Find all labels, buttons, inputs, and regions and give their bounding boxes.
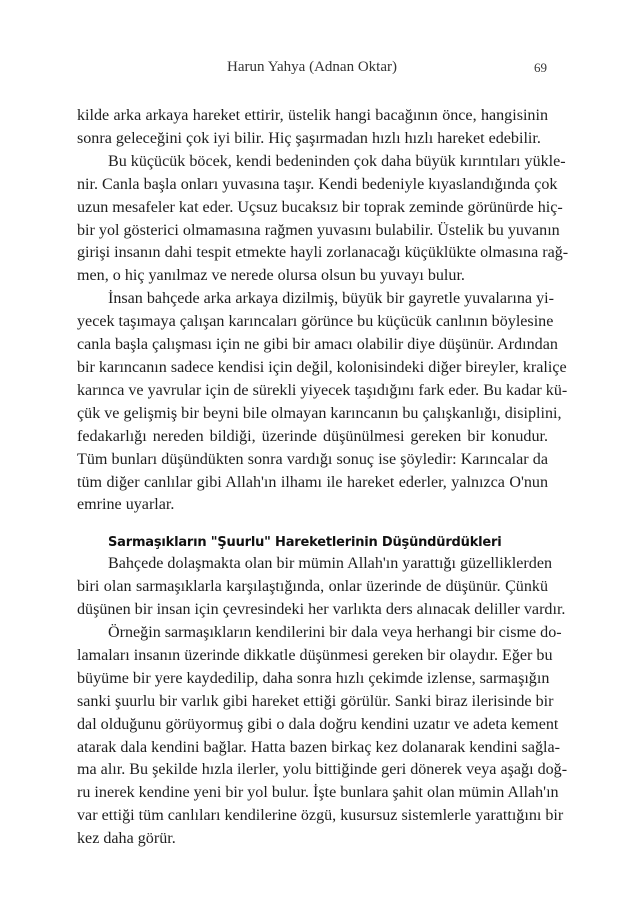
- text-line: dal olduğunu görüyormuş gibi o dala doğru kendini uzatır ve adeta kement: [77, 715, 559, 733]
- text-line: büyüme bir yere kaydedilip, daha sonra hızlı çekimde izlense, sarmaşığın: [77, 669, 550, 687]
- text-line: var ettiği tüm canlıları kendilerine özgü, kusursuz sistemlerle yarattığını bir: [77, 807, 564, 825]
- text-line: Tüm bunları düşündükten sonra vardığı sonuç ise şöyledir: Karıncalar da: [77, 450, 548, 468]
- text-line: kez daha görür.: [77, 830, 176, 848]
- text-line: düşünen bir insan için çevresindeki her varlıkta ders alınacak deliller vardır.: [77, 601, 566, 619]
- text-line: men, o hiç yanılmaz ve nerede olursa olsun bu yuvayı bulur.: [77, 267, 465, 285]
- text-line: biri olan sarmaşıklarla karşılaştığında, onlar üzerinde de düşünür. Çünkü: [77, 578, 548, 596]
- text-line: sonra geleceğini çok iyi bilir. Hiç şaşırmadan hızlı hızlı hareket edebilir.: [77, 129, 541, 147]
- text-line: tüm diğer canlılar gibi Allah'ın ilhamı ile hareket ederler, yalnızca O'nun: [77, 473, 548, 491]
- text-line: karınca ve yavrular için de sürekli yiyecek taşıdığını fark eder. Bu kadar kü-: [77, 381, 568, 399]
- text-line: uzun mesafeler kat eder. Uçsuz bucaksız bir toprak zeminde görünürde hiç-: [77, 198, 563, 216]
- text-line: atarak dala kendini bağlar. Hatta bazen birkaç kez dolanarak kendini sağla-: [77, 738, 561, 756]
- text-line: emrine uyarlar.: [77, 496, 175, 514]
- page-number: 69: [534, 60, 547, 75]
- text-line: Örneğin sarmaşıkların kendilerini bir dala veya herhangi bir cisme do-: [108, 624, 562, 642]
- text-line: Bahçede dolaşmakta olan bir mümin Allah'ın yarattığı güzelliklerden: [108, 555, 553, 573]
- text-line: canla başla çalışması için ne gibi bir amacı olabilir diye düşünür. Ardından: [77, 336, 558, 354]
- paragraph: [77, 105, 548, 151]
- paragraph: [77, 288, 568, 517]
- text-line: yecek taşımaya çalışan karıncaları görünce bu küçücük canlının böylesine: [77, 313, 554, 331]
- section-heading: Sarmaşıkların "Şuurlu" Hareketlerinin Düşündürdükleri: [108, 535, 502, 551]
- running-title: Harun Yahya (Adnan Oktar): [227, 59, 397, 75]
- text-line: ru inerek kendine yeni bir yol bulur. İşte bunlara şahit olan mümin Allah'ın: [77, 784, 559, 802]
- paragraph: [77, 553, 566, 622]
- text-line: girişi insanın dahi tespit etmekte hayli zorlanacağı küçüklükte olmasına rağ-: [77, 244, 569, 262]
- text-line: bir karıncanın sadece kendisi için değil, kolonisindeki diğer bireyler, kraliçe: [77, 358, 567, 376]
- text-line: sanki şuurlu bir varlık gibi hareket ettiği görülür. Sanki biraz ilerisinde bir: [77, 692, 554, 710]
- text-line: İnsan bahçede arka arkaya dizilmiş, büyük bir gayretle yuvalarına yi-: [108, 290, 554, 308]
- paragraph: [77, 622, 568, 851]
- text-line: Bu küçücük böcek, kendi bedeninden çok daha büyük kırıntıları yükle-: [108, 152, 566, 170]
- text-line: ma alır. Bu şekilde hızla ilerler, yolu bittiğinde geri dönerek veya aşağı doğ-: [77, 761, 568, 779]
- text-line: kilde arka arkaya hareket ettirir, üstelik hangi bacağının önce, hangisinin: [77, 107, 548, 124]
- text-line: lamaları insanın üzerinde dikkatle düşünmesi gereken bir olaydır. Eğer bu: [77, 646, 553, 664]
- text-line: nir. Canla başla onları yuvasına taşır. Kendi bedeniyle kıyaslandığında çok: [77, 175, 558, 193]
- page-body: [77, 105, 569, 851]
- text-line: fedakarlığı nereden bildiği, üzerinde düşünülmesi gereken bir konudur.: [77, 427, 548, 445]
- text-line: çük ve gelişmiş bir beyni bile olmayan karıncanın bu çalışkanlığı, disiplini,: [77, 404, 562, 422]
- running-header: [77, 59, 547, 81]
- text-line: bir yol gösterici olmamasına rağmen yuvasını bulabilir. Üstelik bu yuvanın: [77, 221, 560, 239]
- paragraph: [77, 151, 569, 288]
